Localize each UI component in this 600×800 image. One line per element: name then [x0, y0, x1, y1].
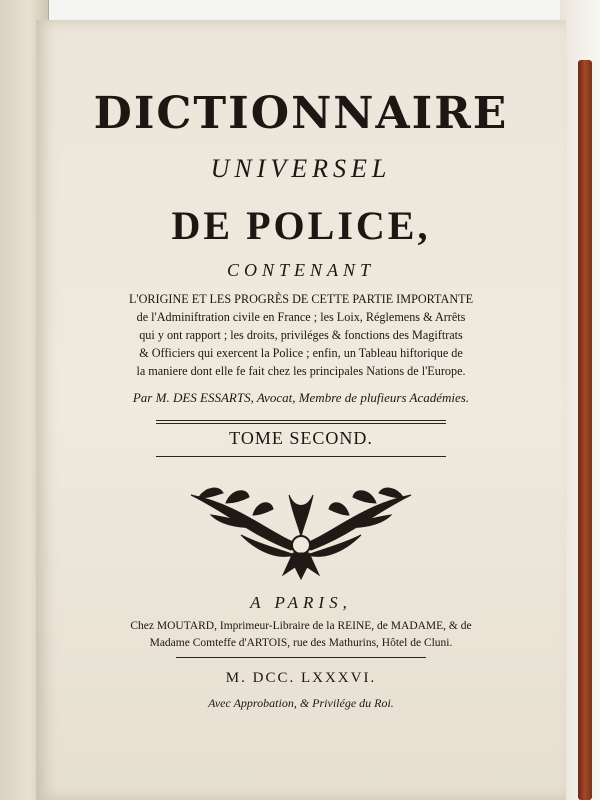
description-line: L'ORIGINE ET LES PROGRÈS DE CETTE PARTIE IMPORTANTE	[128, 292, 474, 306]
title-line-3: DE POLICE,	[171, 203, 431, 248]
year-rule	[176, 657, 426, 658]
description-line: de l'Adminiftration civile en France ; les Loix, Réglemens & Arrêts	[136, 310, 466, 324]
description-line: la maniere dont elle fe fait chez les principales Nations de l'Europe.	[136, 364, 466, 378]
author-line: Par M. DES ESSARTS, Avocat, Membre de plufieurs Académies.	[132, 390, 470, 405]
title-page	[36, 20, 566, 800]
description-line: & Officiers qui exercent la Police ; enfin, un Tableau hiftorique de	[139, 346, 463, 360]
title-line-2: UNIVERSEL	[210, 154, 392, 183]
publication-year: M. DCC. LXXXVI.	[225, 670, 377, 686]
approbation-line: Avec Approbation, & Privilége du Roi.	[208, 696, 394, 710]
description-block	[78, 290, 524, 380]
bottom-rule	[156, 456, 446, 457]
leather-binding	[578, 60, 592, 800]
place-of-publication: A PARIS,	[250, 593, 352, 612]
top-rule	[156, 420, 446, 421]
volume-label: TOME SECOND.	[229, 428, 373, 448]
publisher-block	[76, 618, 526, 652]
description-line: qui y ont rapport ; les droits, priviléges & fonctions des Magiftrats	[139, 328, 463, 342]
publisher-line: Chez MOUTARD, Imprimeur-Libraire de la REINE, de MADAME, & de	[130, 620, 472, 632]
title-line-4: CONTENANT	[226, 260, 376, 280]
wreath-ornament-icon	[171, 475, 431, 585]
publisher-line: Madame Comteffe d'ARTOIS, rue des Mathurins, Hôtel de Cluni.	[149, 637, 453, 649]
top-rule-double	[156, 423, 446, 424]
title-line-1: DICTIONNAIRE	[93, 88, 509, 139]
